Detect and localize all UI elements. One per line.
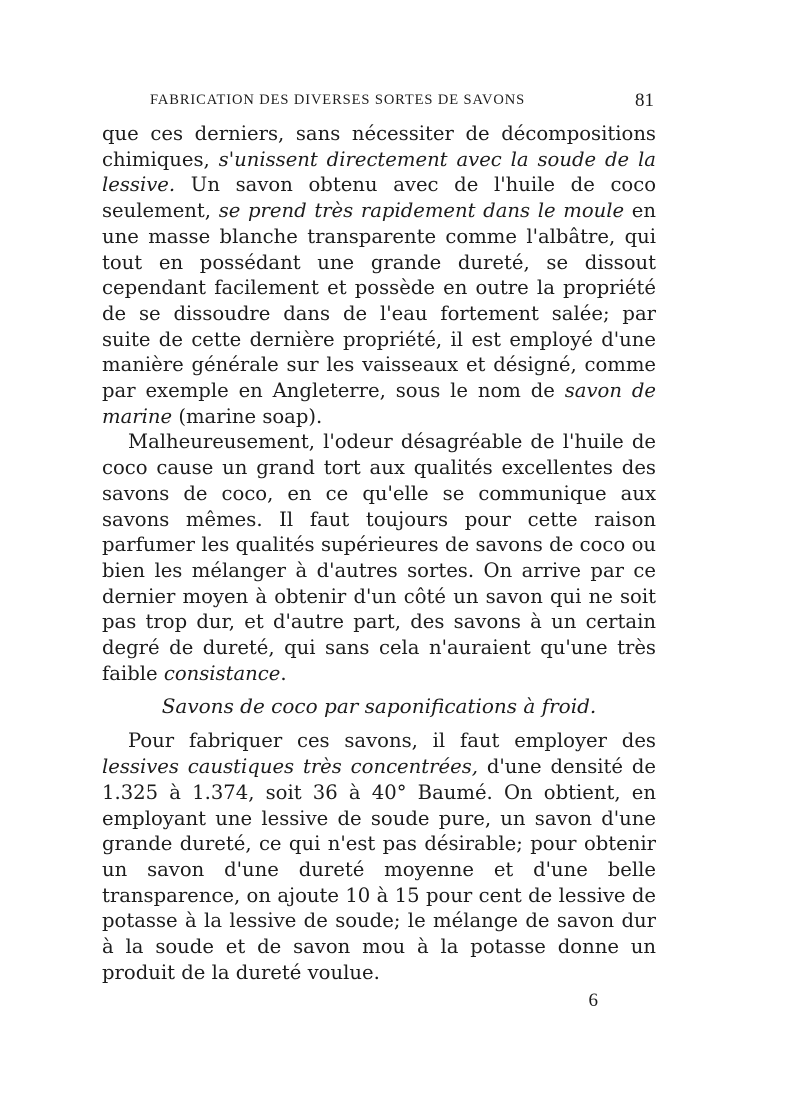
signature-mark: 6	[588, 990, 598, 1011]
text-run: Un savon obtenu avec de l'huile de coco seulement,	[102, 173, 656, 223]
page-number: 81	[635, 90, 654, 111]
running-head	[102, 92, 656, 116]
book-page	[102, 0, 656, 1109]
text-run: (marine soap).	[172, 404, 323, 428]
section-heading: Savons de coco par saponifications à froid.	[161, 694, 597, 719]
paragraph	[102, 429, 656, 686]
body-text	[102, 121, 656, 986]
paragraph-continued	[102, 121, 656, 429]
italic-run: savon de marine	[102, 379, 656, 428]
italic-run: s'unissent directement avec la soude de la lessive.	[102, 147, 656, 197]
italic-run: se prend très rapidement dans le moule	[218, 199, 625, 223]
text-run: Malheureusement, l'odeur désagréable de l'huile de coco cause un grand tort aux qualités excellentes des savons de coco, en ce qu'elle se communique aux savons mêmes. Il faut toujours pour cette raison parfumer les qualités supérieures de savons de coco ou bien les mélanger à d'autres sortes. On arrive par ce dernier moyen à obtenir d'un côté un savon qui ne soit pas trop dur, et d'autre part, des savons à un certain degré de dureté, qui sans cela n'auraient qu'une très faible	[102, 430, 656, 685]
italic-run: consistance	[163, 661, 281, 685]
text-run: en une masse blanche transparente comme l'albâtre, qui tout en possédant une grande dureté, se dissout cependant facilement et possède en outre la propriété de se dissoudre dans de l'eau fortement salée; par suite de cette dernière propriété, il est employé d'une manière générale sur les vaisseaux et désigné, comme par exemple en Angleterre, sous le nom de	[102, 199, 656, 403]
running-title: FABRICATION DES DIVERSES SORTES DE SAVONS	[150, 92, 526, 108]
text-run: d'une densité de 1.325 à 1.374, soit 36 à 40° Baumé. On obtient, en employant une lessive de soude pure, un savon d'une grande dureté, ce qui n'est pas désirable; pour obtenir un savon d'une dureté moyenne et d'une belle transparence, on ajoute 10 à 15 pour cent de lessive de potasse à la lessive de soude; le mélange de savon dur à la soude et de savon mou à la potasse donne un produit de la dureté voulue.	[102, 755, 656, 984]
paragraph	[102, 728, 656, 985]
text-run: .	[280, 661, 287, 685]
italic-run: lessives caustiques très concentrées,	[102, 755, 478, 779]
text-run: que ces derniers, sans nécessiter de décompositions chimiques,	[102, 122, 656, 171]
text-run: Pour fabriquer ces savons, il faut employer des	[128, 729, 656, 753]
